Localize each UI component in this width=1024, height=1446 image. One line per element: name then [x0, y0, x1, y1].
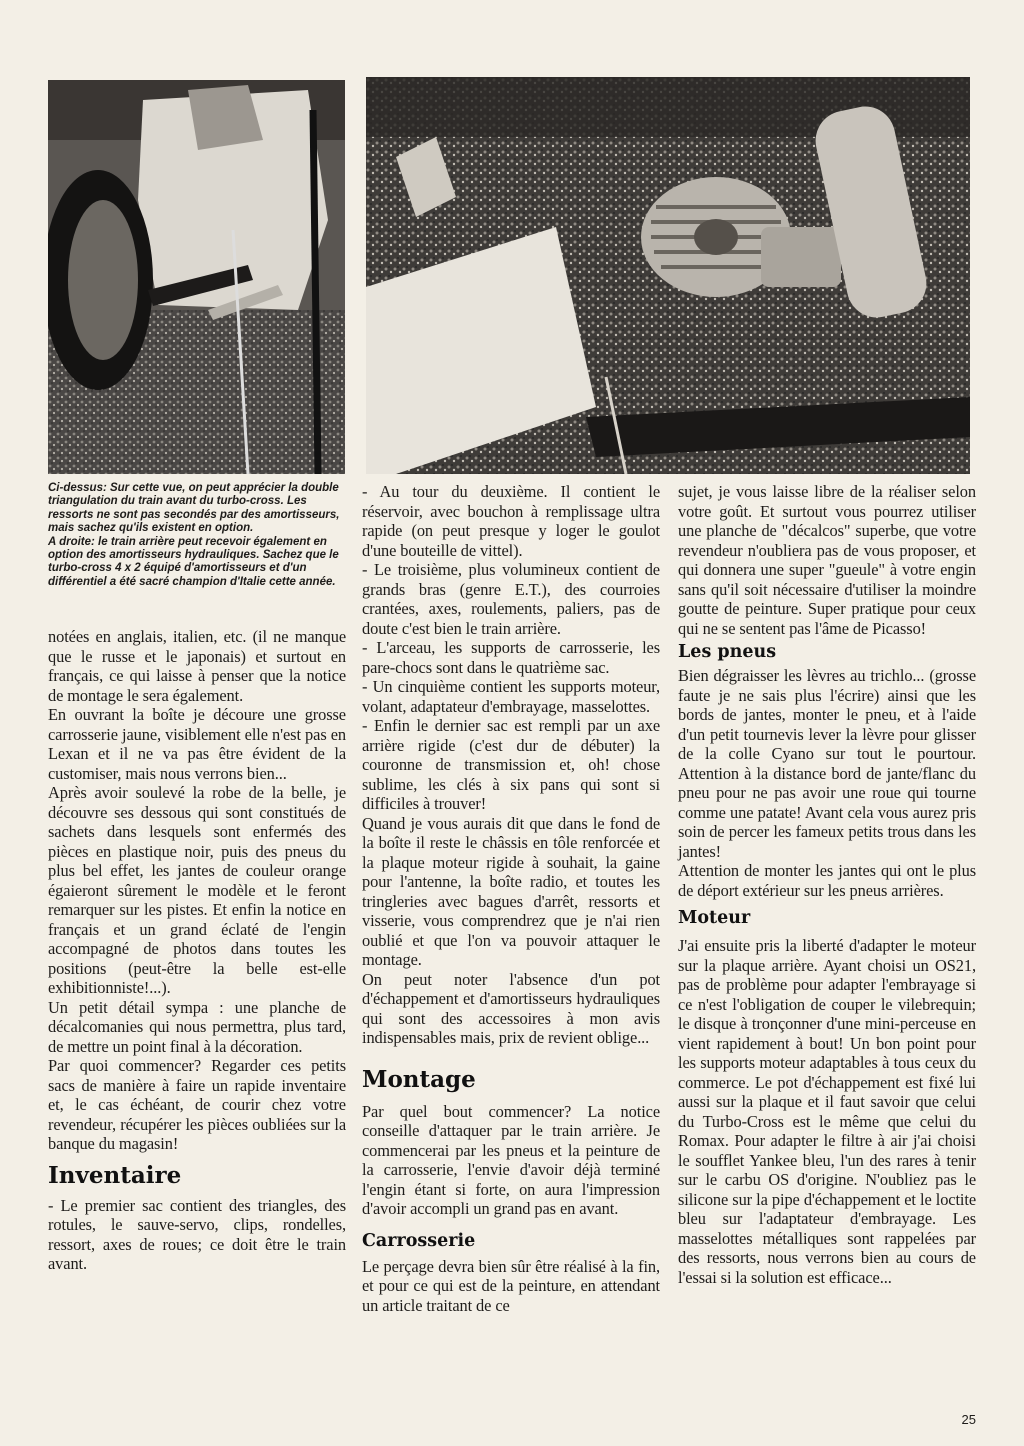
section-heading-inventaire: Inventaire [48, 1161, 182, 1189]
body-paragraph: Bien dégraisser les lèvres au trichlo... (grosse faute je ne sais plus l'écrire) ainsi que les bords de jantes, monter le pneu, et à l'aide d'un petit tournevis lever la lèvre pour glisser de la colle Cyano sur tout le pourtour. Attention à la distance bord de jante/flanc du pneu pour ne pas avoir une roue qui tourne comme une patate! Avant cela vous aurez pris soin de percer les fameux petits trous dans les jantes! [678, 666, 976, 861]
body-paragraph: En ouvrant la boîte je découre une grosse carrosserie jaune, visiblement elle n'est pas en Lexan et il ne va pas être évident de la customiser, mais nous verrons bien... [48, 705, 346, 783]
body-paragraph: - Le troisième, plus volumineux contient de grands bras (genre E.T.), des courroies crantées, axes, roulements, paliers, pas de doute c'est bien le train arrière. [362, 560, 660, 638]
body-paragraph: - L'arceau, les supports de carrosserie, les pare-chocs sont dans le quatrième sac. [362, 638, 660, 677]
body-paragraph: J'ai ensuite pris la liberté d'adapter le moteur sur la plaque arrière. Ayant choisi un OS21, pas de problème pour adapter l'embrayage si ce n'est l'obligation de couper le vilebrequin; le disque à tronçonner d'une mini-perceuse en vient rapidement à bout! Un bon point pour les supports moteur adaptables à tous ceux du commerce. Le pot d'échappement est fixé lui aussi sur la plaque et il faut savoir que celui du Turbo-Cross est le même que celui du Romax. Pour adapter le filtre à air j'ai choisi le soufflet Yankee bleu, l'un des rares à tenir sur le carbu OS d'origine. N'oubliez pas le silicone sur la pipe d'échappement et le loctite bleu sur l'adaptateur d'embrayage. Les masselottes métalliques sont rappelées par des ressorts, nous verrons bien au cours de l'essai si la solution est efficace... [678, 936, 976, 1287]
body-paragraph: notées en anglais, italien, etc. (il ne manque que le russe et le japonais) et surtout en français, ce qui laisse à penser que la notice de montage le sera également. [48, 627, 346, 705]
body-paragraph: Le perçage devra bien sûr être réalisé à la fin, et pour ce qui est de la peinture, en attendant un article traitant de ce [362, 1256, 660, 1315]
section-heading-moteur: Moteur [678, 908, 751, 928]
photo-front-suspension [48, 80, 345, 474]
body-paragraph: - Au tour du deuxième. Il contient le réservoir, avec bouchon à remplissage ultra rapide (on peut presque y loger le goulot d'une bouteille de vittel). [362, 482, 660, 560]
column-2 [362, 482, 660, 1315]
column-1 [48, 482, 346, 1274]
body-paragraph: Par quoi commencer? Regarder ces petits sacs de manière à faire un rapide inventaire et, le cas échéant, de courir chez votre revendeur, récupérer les pièces oubliées sur la banque du magasin! [48, 1056, 346, 1154]
body-paragraph: - Enfin le dernier sac est rempli par un axe arrière rigide (c'est dur de débuter) la couronne de transmission et, oh! chose sublime, les clés à six pans qui sont si difficiles à trouver! [362, 716, 660, 813]
photo-caption-right: A droite: le train arrière peut recevoir également en option des amortisseurs hydrauliques. Sachez que le turbo-cross 4 x 2 équipé d'amortisseurs et d'un différentiel a été sacré champion d'Italie cette année. [48, 535, 339, 588]
section-heading-montage: Montage [362, 1065, 476, 1093]
body-paragraph: - Un cinquième contient les supports moteur, volant, adaptateur d'embrayage, masselottes. [362, 677, 660, 716]
section-heading-pneus: Les pneus [678, 642, 777, 662]
photo-front-suspension-image [48, 80, 345, 474]
photo-caption-top: Ci-dessus: Sur cette vue, on peut apprécier la double triangulation du train avant du turbo-cross. Les ressorts ne sont pas secondés par des amortisseurs, mais sachez qu'ils existent en option. [48, 482, 340, 535]
section-heading-carrosserie: Carrosserie [362, 1230, 476, 1251]
body-paragraph: - Le premier sac contient des triangles, des rotules, le sauve-servo, clips, rondelles, ressort, axes de roues; ce doit être le train avant. [48, 1195, 346, 1274]
body-paragraph: On peut noter l'absence d'un pot d'échappement et d'amortisseurs hydrauliques qui sont des accessoires à mon avis indispensables mais, prix de revient oblige... [362, 969, 660, 1047]
photo-rear-engine [366, 77, 970, 474]
body-paragraph: Par quel bout commencer? La notice conseille d'attaquer par le train arrière. Je commencerai par les pneus et la peinture de la carrosserie, l'envie d'avoir déjà terminé l'engin étant si forte, on aura l'impression d'avoir accompli un grand pas en avant. [362, 1101, 660, 1218]
page-number: 25 [961, 1412, 976, 1427]
body-paragraph: Après avoir soulevé la robe de la belle, je découvre ses dessous qui sont constitués de sachets dans lesquels sont enfermés des pièces en plastique noir, puis des pneus du plus bel effet, les jantes de couleur orange égaieront sûrement le modèle et le feront remarquer sur les pistes. Et enfin la notice en français et un grand éclaté de l'engin accompagné de photos dans toutes les positions (peut-être la belle est-elle exhibitionniste!...). [48, 783, 346, 998]
body-paragraph: sujet, je vous laisse libre de la réaliser selon votre goût. Et surtout vous pourrez utiliser une planche de "décalcos" superbe, que votre revendeur n'oubliera pas de vous proposer, et qui donnera une super "gueule" à votre engin sans qu'il soit nécessaire d'utiliser la moindre goutte de peinture. Super pratique pour ceux qui ne se sentent pas l'âme de Picasso! [678, 482, 976, 638]
column-3 [678, 482, 976, 1287]
body-paragraph: Attention de monter les jantes qui ont le plus de déport extérieur sur les pneus arrières. [678, 861, 976, 900]
body-paragraph: Quand je vous aurais dit que dans le fond de la boîte il reste le châssis en tôle renforcée et la plaque moteur rigide à souhait, la gaine pour l'antenne, la boîte radio, et toutes les tringleries avec bagues d'arrêt, ressorts et visserie, vous comprendrez que je n'ai rien oublié et que l'on va pouvoir attaquer le montage. [362, 813, 660, 969]
body-paragraph: Un petit détail sympa : une planche de décalcomanies qui nous permettra, plus tard, de mettre un point final à la décoration. [48, 997, 346, 1056]
photo-rear-engine-image [366, 77, 970, 474]
